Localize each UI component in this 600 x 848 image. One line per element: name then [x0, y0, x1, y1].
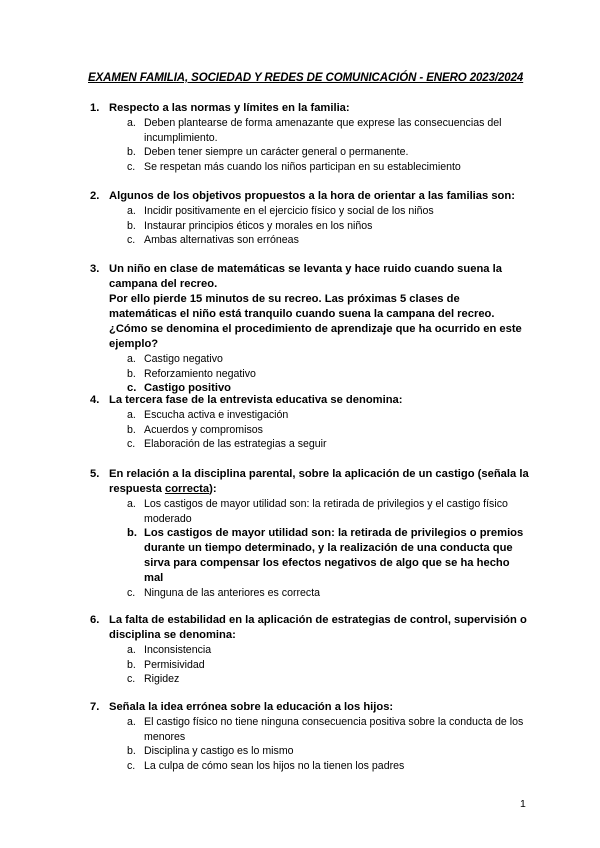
- question-3: [90, 262, 530, 396]
- exam-title: EXAMEN FAMILIA, SOCIEDAD Y REDES DE COMUNICACIÓN - ENERO 2023/2024: [88, 72, 524, 84]
- question-text: Señala la idea errónea sobre la educación a los hijos:: [109, 701, 394, 713]
- question-6: [90, 613, 530, 687]
- option-b: b. Disciplina y castigo es lo mismo: [127, 745, 294, 757]
- option-c: c. La culpa de cómo sean los hijos no la tienen los padres: [127, 759, 405, 772]
- question-1: [90, 101, 530, 174]
- option-c: c. Ambas alternativas son erróneas: [127, 234, 299, 246]
- question-text: La tercera fase de la entrevista educativa se denomina:: [109, 394, 403, 406]
- option-a: a. Escucha activa e investigación: [127, 409, 289, 421]
- question-number: 5.: [90, 468, 100, 480]
- option-a: a. Incidir positivamente en el ejercicio físico y social de los niños: [127, 205, 434, 217]
- question-text: Respecto a las normas y límites en la familia:: [109, 102, 350, 114]
- question-number: 2.: [90, 190, 100, 202]
- option-a: a. Castigo negativo: [127, 353, 223, 365]
- option-b: b. Permisividad: [127, 658, 205, 671]
- question-number: 7.: [90, 701, 100, 713]
- question-number: 6.: [90, 614, 100, 626]
- option-c: c. Elaboración de las estrategias a seguir: [127, 438, 327, 450]
- question-7: [90, 700, 530, 773]
- option-a: a. Los castigos de mayor utilidad son: la retirada de privilegios y el castigo físico moderado: [127, 498, 508, 525]
- option-a: a. Deben plantearse de forma amenazante que exprese las consecuencias del incumplimiento.: [127, 117, 502, 144]
- question-text-continued: Por ello pierde 15 minutos de su recreo. Las próximas 5 clases de matemáticas el niño está tranquilo cuando suena la campana del recreo. ¿Cómo se denomina el procedimiento de aprendizaje que ha ocurrido en este ejemplo?: [109, 293, 522, 350]
- question-number: 3.: [90, 263, 100, 275]
- option-c: c. Rigidez: [127, 673, 180, 685]
- option-c: c. Se respetan más cuando los niños participan en su establecimiento: [127, 160, 461, 173]
- option-b: b. Instaurar principios éticos y morales en los niños: [127, 219, 373, 232]
- question-number: 1.: [90, 102, 100, 114]
- option-b: b. Deben tener siempre un carácter general o permanente.: [127, 146, 409, 158]
- option-c: c. Castigo positivo: [127, 382, 232, 394]
- question-text: Un niño en clase de matemáticas se levanta y hace ruido cuando suena la campana del recreo.: [109, 263, 502, 290]
- question-5: [90, 467, 530, 601]
- option-a: a. Inconsistencia: [127, 644, 212, 656]
- question-text: Algunos de los objetivos propuestos a la hora de orientar a las familias son:: [109, 190, 515, 202]
- option-b: b. Los castigos de mayor utilidad son: la retirada de privilegios o premios durante un tiempo determinado, y la realización de una conducta que sirva para compensar los efectos negativos de algo que se ha hecho mal: [127, 527, 524, 584]
- option-c: c. Ninguna de las anteriores es correcta: [127, 587, 321, 599]
- question-text: En relación a la disciplina parental, sobre la aplicación de un castigo (señala la respuesta correcta):: [109, 468, 529, 495]
- question-number: 4.: [90, 394, 100, 406]
- question-2: [90, 189, 530, 248]
- option-a: a. El castigo físico no tiene ninguna consecuencia positiva sobre la conducta de los menores: [127, 716, 524, 743]
- page-number: 1: [520, 798, 526, 810]
- option-b: b. Acuerdos y compromisos: [127, 423, 263, 436]
- question-4: [90, 393, 530, 452]
- question-text: La falta de estabilidad en la aplicación de estrategias de control, supervisión o disciplina se denomina:: [109, 614, 527, 641]
- option-b: b. Reforzamiento negativo: [127, 367, 256, 380]
- underlined-word: correcta: [164, 483, 210, 495]
